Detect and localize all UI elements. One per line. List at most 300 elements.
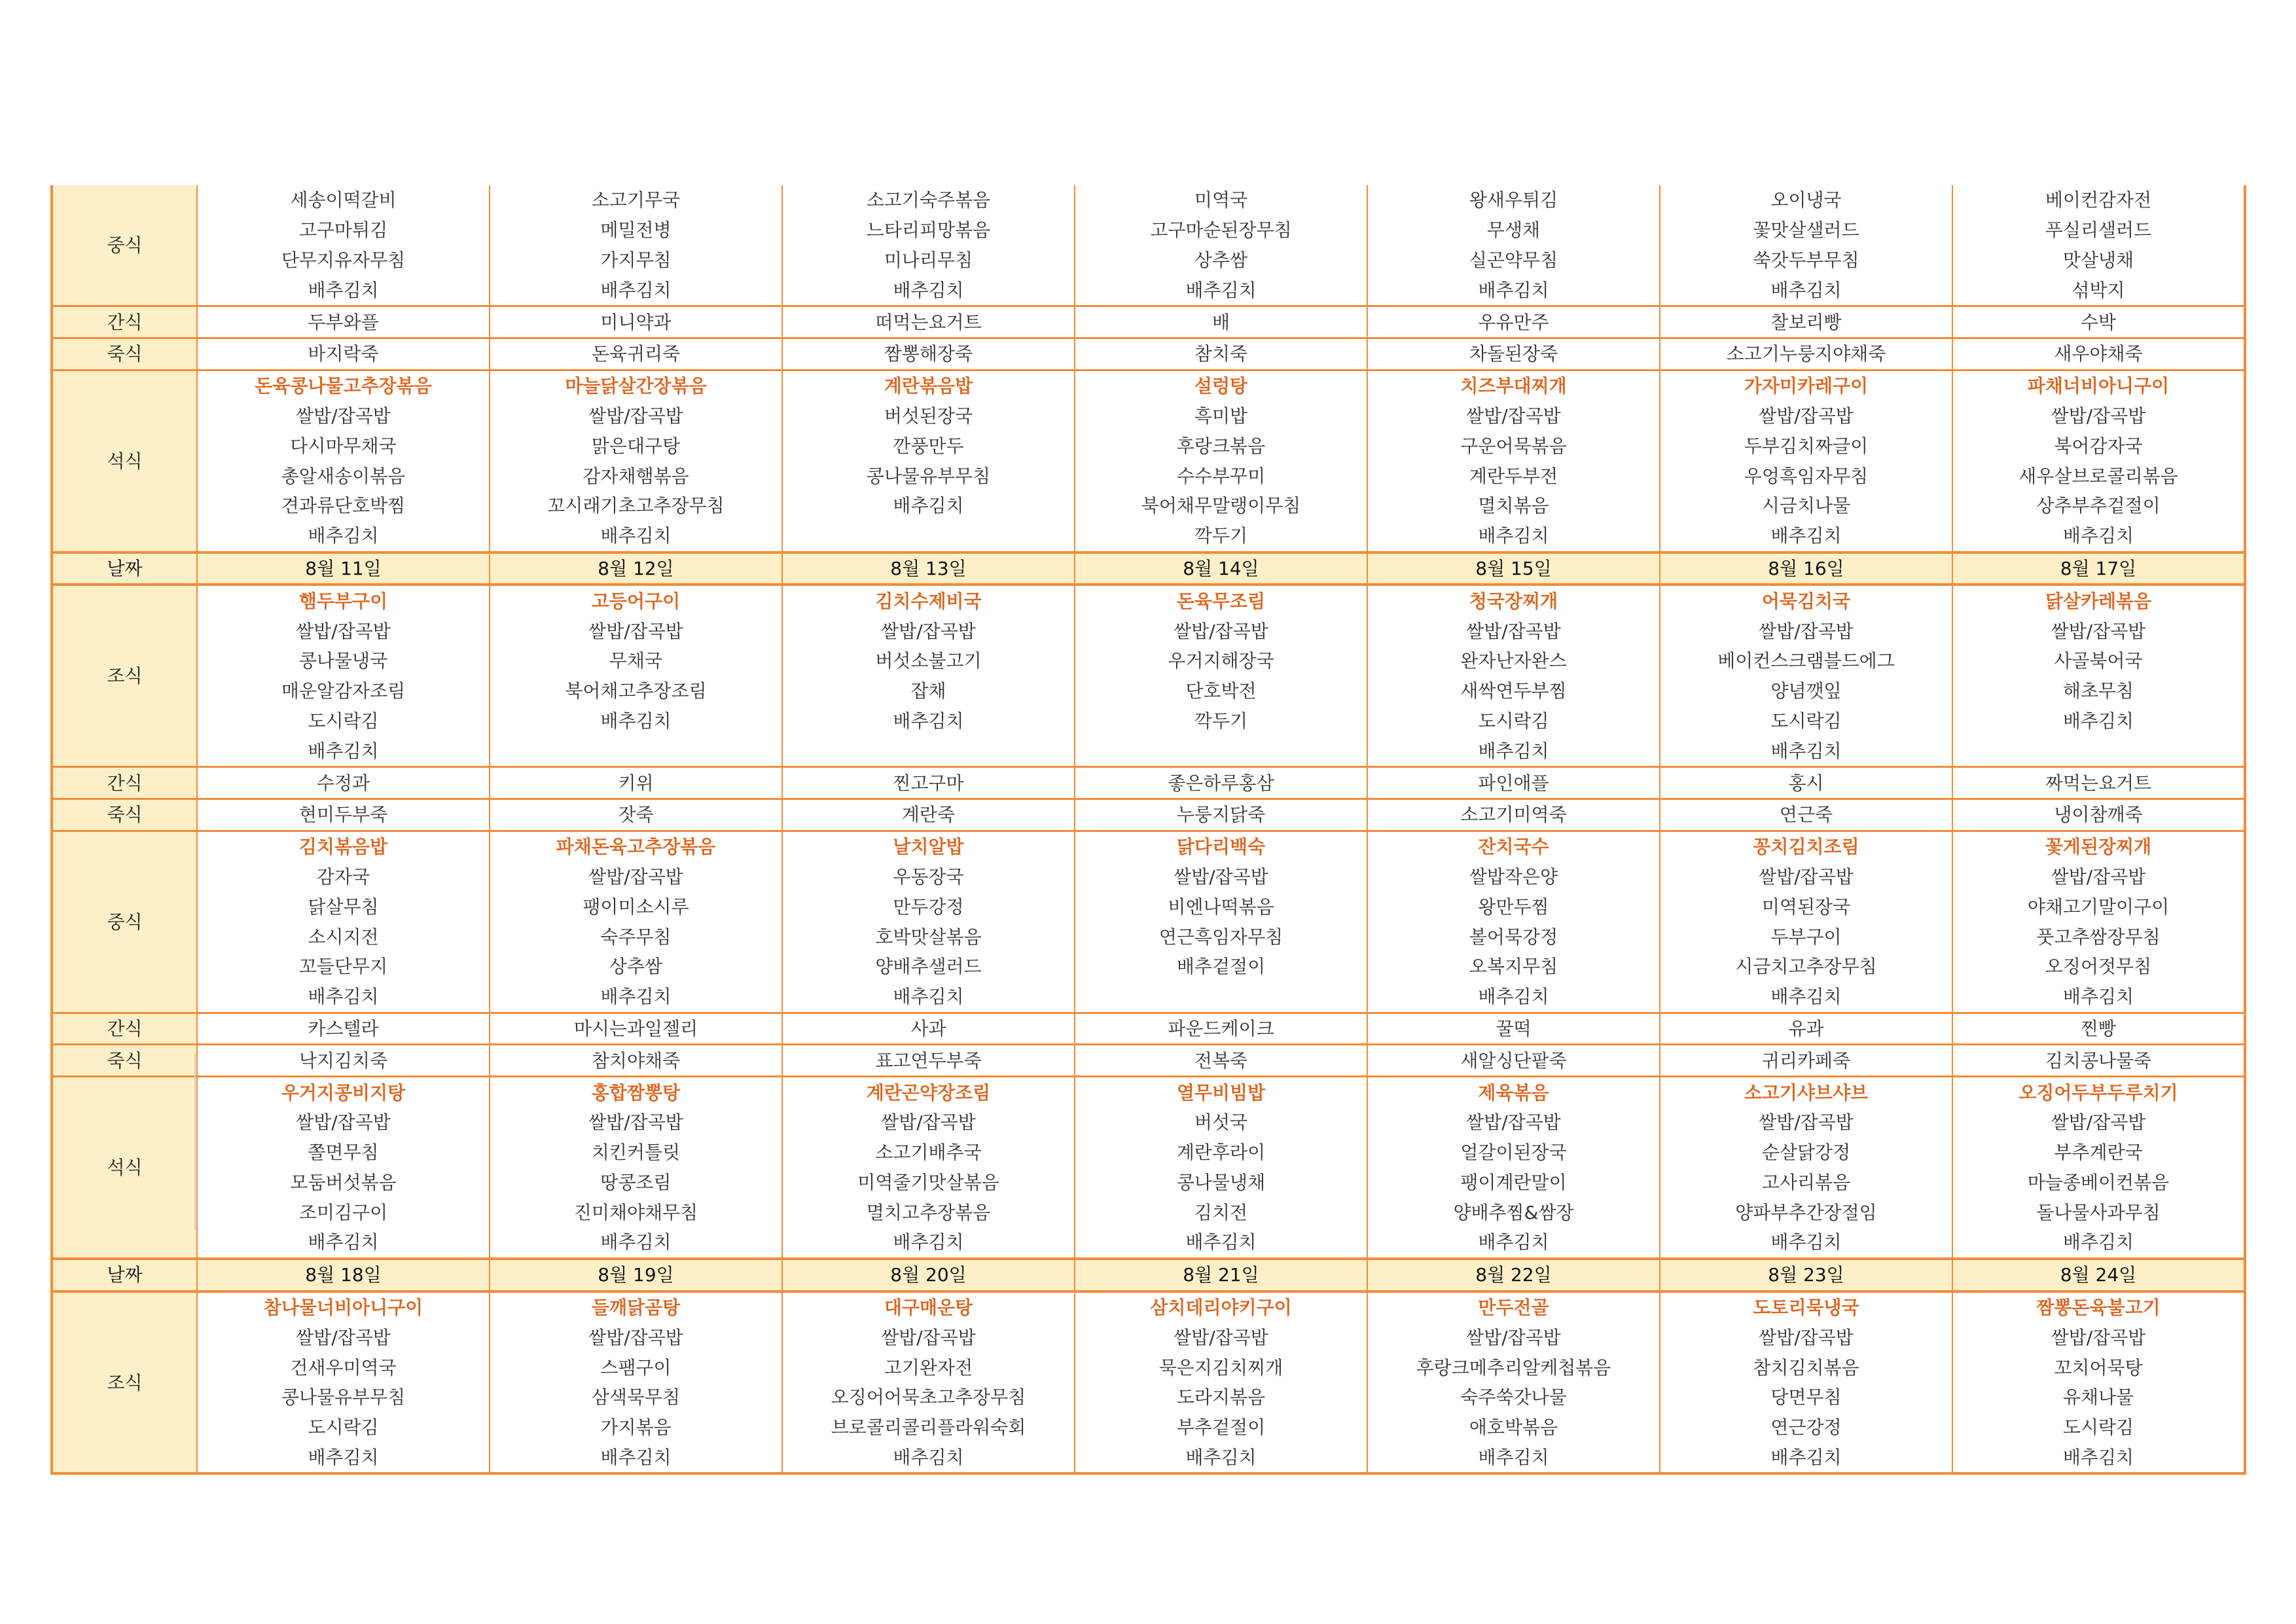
dish-cell: 당면무침 — [1660, 1382, 1952, 1413]
dish-cell: 쌀밥/잡곡밥 — [782, 1322, 1075, 1352]
dish-cell: 소고기미역죽 — [1367, 799, 1660, 831]
dish-cell: 북어감자국 — [1952, 431, 2245, 461]
dish-cell: 소고기배추국 — [782, 1138, 1075, 1168]
dish-cell: 배추김치 — [782, 491, 1075, 521]
meal-label: 조식 — [52, 585, 197, 767]
menu-row — [52, 646, 2245, 676]
dish-cell: 팽이미소시루 — [490, 892, 782, 922]
date-cell: 8월 18일 — [197, 1259, 490, 1291]
dish-cell: 왕새우튀김 — [1367, 185, 1660, 215]
dish-cell: 쌀밥/잡곡밥 — [197, 616, 490, 646]
dish-cell: 배추김치 — [1367, 1227, 1660, 1259]
dish-cell: 바지락죽 — [197, 338, 490, 370]
main-dish-cell: 햄두부구이 — [197, 585, 490, 616]
date-cell: 8월 20일 — [782, 1259, 1075, 1291]
dish-cell: 소고기숙주볶음 — [782, 185, 1075, 215]
menu-row — [52, 521, 2245, 552]
dish-cell — [1075, 736, 1367, 767]
main-dish-cell: 김치볶음밥 — [197, 831, 490, 861]
dish-cell: 쌀밥/잡곡밥 — [1952, 1322, 2245, 1352]
dish-cell: 배추김치 — [197, 521, 490, 552]
dish-cell: 짜먹는요거트 — [1952, 767, 2245, 799]
dish-cell: 쌀밥/잡곡밥 — [490, 1108, 782, 1138]
dish-cell: 카스텔라 — [197, 1013, 490, 1045]
menu-row — [52, 862, 2245, 892]
dish-cell: 쌀밥작은양 — [1367, 862, 1660, 892]
dish-cell: 미나리무침 — [782, 245, 1075, 276]
dish-cell: 맛살냉채 — [1952, 245, 2245, 276]
menu-row — [52, 676, 2245, 706]
weekly-menu-table — [50, 185, 2246, 1475]
dish-cell: 베이컨스크램블드에그 — [1660, 646, 1952, 676]
main-dish-cell: 치즈부대찌개 — [1367, 370, 1660, 401]
menu-row — [52, 1197, 2245, 1227]
dish-cell: 북어채고추장조림 — [490, 676, 782, 706]
menu-row — [52, 431, 2245, 461]
dish-cell: 섞박지 — [1952, 275, 2245, 306]
date-cell: 8월 21일 — [1075, 1259, 1367, 1291]
dish-cell: 배추김치 — [1660, 982, 1952, 1013]
dish-cell: 단호박전 — [1075, 676, 1367, 706]
dish-cell: 후랑크메추리알케첩볶음 — [1367, 1352, 1660, 1382]
dish-cell: 김치전 — [1075, 1197, 1367, 1227]
dish-cell: 마늘종베이컨볶음 — [1952, 1168, 2245, 1198]
menu-row — [52, 1045, 2245, 1077]
dish-cell: 파운드케이크 — [1075, 1013, 1367, 1045]
main-dish-cell: 우거지콩비지탕 — [197, 1077, 490, 1108]
dish-cell: 두부김치짜글이 — [1660, 431, 1952, 461]
dish-cell: 쌀밥/잡곡밥 — [1660, 401, 1952, 431]
main-dish-cell: 홍합짬뽕탕 — [490, 1077, 782, 1108]
dish-cell: 팽이계란말이 — [1367, 1168, 1660, 1198]
dish-cell: 유채나물 — [1952, 1382, 2245, 1413]
main-dish-cell: 닭다리백숙 — [1075, 831, 1367, 861]
dish-cell: 사골북어국 — [1952, 646, 2245, 676]
main-dish-cell: 도토리묵냉국 — [1660, 1291, 1952, 1323]
main-dish-cell: 참나물너비아니구이 — [197, 1291, 490, 1323]
date-cell: 8월 17일 — [1952, 552, 2245, 585]
dish-cell: 떠먹는요거트 — [782, 306, 1075, 338]
dish-cell: 쌀밥/잡곡밥 — [197, 1108, 490, 1138]
menu-row — [52, 1382, 2245, 1413]
dish-cell: 볼어묵강정 — [1367, 922, 1660, 952]
menu-row — [52, 215, 2245, 245]
dish-cell: 우거지해장국 — [1075, 646, 1367, 676]
dish-cell: 스팸구이 — [490, 1352, 782, 1382]
dish-cell: 배 — [1075, 306, 1367, 338]
date-row — [52, 1259, 2245, 1291]
dish-cell: 배추김치 — [490, 1443, 782, 1474]
menu-row — [52, 1227, 2245, 1259]
main-dish-cell: 꽃게된장찌개 — [1952, 831, 2245, 861]
main-dish-cell: 잔치국수 — [1367, 831, 1660, 861]
menu-row — [52, 585, 2245, 616]
dish-cell: 소고기누룽지야채죽 — [1660, 338, 1952, 370]
menu-row — [52, 1291, 2245, 1323]
dish-cell: 고기완자전 — [782, 1352, 1075, 1382]
meal-label: 조식 — [52, 1291, 197, 1474]
menu-row — [52, 922, 2245, 952]
dish-cell: 상추부추겉절이 — [1952, 491, 2245, 521]
dish-cell: 도시락김 — [197, 1413, 490, 1443]
dish-cell: 만두강정 — [782, 892, 1075, 922]
dish-cell: 찐고구마 — [782, 767, 1075, 799]
date-row — [52, 552, 2245, 585]
dish-cell: 잡채 — [782, 676, 1075, 706]
dish-cell: 맑은대구탕 — [490, 431, 782, 461]
dish-cell — [1075, 982, 1367, 1013]
dish-cell: 소시지전 — [197, 922, 490, 952]
dish-cell: 치킨커틀릿 — [490, 1138, 782, 1168]
dish-cell: 후랑크볶음 — [1075, 431, 1367, 461]
dish-cell: 쑥갓두부무침 — [1660, 245, 1952, 276]
dish-cell: 새우살브로콜리볶음 — [1952, 461, 2245, 491]
dish-cell: 쌀밥/잡곡밥 — [197, 1322, 490, 1352]
dish-cell: 배추김치 — [197, 1443, 490, 1474]
dish-cell: 미역줄기맛살볶음 — [782, 1168, 1075, 1198]
dish-cell: 깍두기 — [1075, 521, 1367, 552]
dish-cell: 오징어어묵초고추장무침 — [782, 1382, 1075, 1413]
dish-cell: 느타리피망볶음 — [782, 215, 1075, 245]
dish-cell: 버섯소불고기 — [782, 646, 1075, 676]
dish-cell: 매운알감자조림 — [197, 676, 490, 706]
dish-cell: 부추계란국 — [1952, 1138, 2245, 1168]
dish-cell: 연근죽 — [1660, 799, 1952, 831]
menu-row — [52, 185, 2245, 215]
main-dish-cell: 만두전골 — [1367, 1291, 1660, 1323]
dish-cell: 오이냉국 — [1660, 185, 1952, 215]
date-cell: 8월 15일 — [1367, 552, 1660, 585]
dish-cell: 돌나물사과무침 — [1952, 1197, 2245, 1227]
menu-row — [52, 799, 2245, 831]
dish-cell: 깍두기 — [1075, 706, 1367, 736]
dish-cell — [1952, 736, 2245, 767]
dish-cell: 쌀밥/잡곡밥 — [1367, 1108, 1660, 1138]
main-dish-cell: 닭살카레볶음 — [1952, 585, 2245, 616]
dish-cell: 숙주쑥갓나물 — [1367, 1382, 1660, 1413]
date-cell: 8월 12일 — [490, 552, 782, 585]
meal-label: 석식 — [52, 1077, 197, 1259]
dish-cell: 돈육귀리죽 — [490, 338, 782, 370]
dish-cell: 땅콩조림 — [490, 1168, 782, 1198]
menu-row — [52, 616, 2245, 646]
dish-cell: 고사리볶음 — [1660, 1168, 1952, 1198]
menu-row — [52, 1013, 2245, 1045]
dish-cell: 배추김치 — [782, 706, 1075, 736]
main-dish-cell: 돈육콩나물고추장볶음 — [197, 370, 490, 401]
dish-cell: 양배추찜&쌈장 — [1367, 1197, 1660, 1227]
dish-cell: 쌀밥/잡곡밥 — [197, 401, 490, 431]
main-dish-cell: 제육볶음 — [1367, 1077, 1660, 1108]
dish-cell: 배추김치 — [1367, 1443, 1660, 1474]
dish-cell: 배추김치 — [490, 275, 782, 306]
dish-cell: 누룽지닭죽 — [1075, 799, 1367, 831]
dish-cell: 쌀밥/잡곡밥 — [1075, 862, 1367, 892]
dish-cell: 참치김치볶음 — [1660, 1352, 1952, 1382]
dish-cell: 계란죽 — [782, 799, 1075, 831]
dish-cell: 김치콩나물죽 — [1952, 1045, 2245, 1077]
dish-cell: 배추김치 — [1660, 1227, 1952, 1259]
dish-cell: 도시락김 — [1952, 1413, 2245, 1443]
dish-cell: 부추겉절이 — [1075, 1413, 1367, 1443]
date-cell: 8월 11일 — [197, 552, 490, 585]
dish-cell: 세송이떡갈비 — [197, 185, 490, 215]
meal-label: 간식 — [52, 1013, 197, 1045]
dish-cell: 배추김치 — [782, 1443, 1075, 1474]
main-dish-cell: 가자미카레구이 — [1660, 370, 1952, 401]
dish-cell: 수수부꾸미 — [1075, 461, 1367, 491]
dish-cell: 새싹연두부찜 — [1367, 676, 1660, 706]
dish-cell: 배추김치 — [1075, 1227, 1367, 1259]
dish-cell: 좋은하루홍삼 — [1075, 767, 1367, 799]
dish-cell — [490, 736, 782, 767]
dish-cell: 배추김치 — [197, 1227, 490, 1259]
date-cell: 8월 24일 — [1952, 1259, 2245, 1291]
dish-cell: 배추김치 — [782, 982, 1075, 1013]
dish-cell: 참치야채죽 — [490, 1045, 782, 1077]
dish-cell: 전복죽 — [1075, 1045, 1367, 1077]
dish-cell: 도시락김 — [197, 706, 490, 736]
date-cell: 8월 16일 — [1660, 552, 1952, 585]
dish-cell: 애호박볶음 — [1367, 1413, 1660, 1443]
dish-cell: 우유만주 — [1367, 306, 1660, 338]
date-cell: 8월 22일 — [1367, 1259, 1660, 1291]
main-dish-cell: 짬뽕돈육불고기 — [1952, 1291, 2245, 1323]
dish-cell: 배추김치 — [782, 1227, 1075, 1259]
menu-row — [52, 982, 2245, 1013]
dish-cell: 미역국 — [1075, 185, 1367, 215]
dish-cell: 유과 — [1660, 1013, 1952, 1045]
menu-row — [52, 491, 2245, 521]
dish-cell: 쌀밥/잡곡밥 — [1660, 1108, 1952, 1138]
main-dish-cell: 삼치데리야키구이 — [1075, 1291, 1367, 1323]
dish-cell: 배추김치 — [1952, 1227, 2245, 1259]
dish-cell: 배추김치 — [490, 982, 782, 1013]
menu-row — [52, 461, 2245, 491]
dish-cell: 버섯된장국 — [782, 401, 1075, 431]
main-dish-cell: 꽁치김치조림 — [1660, 831, 1952, 861]
dish-cell: 쌀밥/잡곡밥 — [1952, 616, 2245, 646]
dish-cell: 쌀밥/잡곡밥 — [490, 616, 782, 646]
dish-cell: 쌀밥/잡곡밥 — [490, 401, 782, 431]
dish-cell: 양념깻잎 — [1660, 676, 1952, 706]
dish-cell: 찐빵 — [1952, 1013, 2245, 1045]
dish-cell: 감자국 — [197, 862, 490, 892]
main-dish-cell: 계란곤약장조림 — [782, 1077, 1075, 1108]
dish-cell: 고구마순된장무침 — [1075, 215, 1367, 245]
menu-row — [52, 1443, 2245, 1474]
dish-cell: 조미김구이 — [197, 1197, 490, 1227]
dish-cell: 미역된장국 — [1660, 892, 1952, 922]
dish-cell: 표고연두부죽 — [782, 1045, 1075, 1077]
main-dish-cell: 파채돈육고추장볶음 — [490, 831, 782, 861]
dish-cell: 배추김치 — [1660, 275, 1952, 306]
dish-cell: 견과류단호박찜 — [197, 491, 490, 521]
main-dish-cell: 청국장찌개 — [1367, 585, 1660, 616]
menu-row — [52, 952, 2245, 982]
main-dish-cell: 파채너비아니구이 — [1952, 370, 2245, 401]
dish-cell: 사과 — [782, 1013, 1075, 1045]
dish-cell: 콩나물유부무침 — [197, 1382, 490, 1413]
dish-cell: 꼬시래기초고추장무침 — [490, 491, 782, 521]
dish-cell: 소고기무국 — [490, 185, 782, 215]
main-dish-cell: 열무비빔밥 — [1075, 1077, 1367, 1108]
dish-cell: 묵은지김치찌개 — [1075, 1352, 1367, 1382]
dish-cell: 순살닭강정 — [1660, 1138, 1952, 1168]
meal-label: 중식 — [52, 185, 197, 306]
dish-cell: 시금치나물 — [1660, 491, 1952, 521]
dish-cell: 배추김치 — [1952, 1443, 2245, 1474]
dish-cell: 상추쌈 — [490, 952, 782, 982]
dish-cell: 쌀밥/잡곡밥 — [1952, 401, 2245, 431]
dish-cell: 쌀밥/잡곡밥 — [1367, 1322, 1660, 1352]
dish-cell: 삼색묵무침 — [490, 1382, 782, 1413]
dish-cell: 쌀밥/잡곡밥 — [1660, 1322, 1952, 1352]
meal-label: 죽식 — [52, 338, 197, 370]
dish-cell: 야채고기말이구이 — [1952, 892, 2245, 922]
dish-cell: 배추김치 — [197, 275, 490, 306]
main-dish-cell: 계란볶음밥 — [782, 370, 1075, 401]
menu-row — [52, 1138, 2245, 1168]
dish-cell: 차돌된장죽 — [1367, 338, 1660, 370]
dish-cell: 우엉흑임자무침 — [1660, 461, 1952, 491]
meal-label: 석식 — [52, 370, 197, 552]
menu-row — [52, 1413, 2245, 1443]
dish-cell: 배추김치 — [782, 275, 1075, 306]
menu-row — [52, 831, 2245, 861]
date-cell: 8월 23일 — [1660, 1259, 1952, 1291]
dish-cell: 쌀밥/잡곡밥 — [490, 1322, 782, 1352]
dish-cell: 두부와플 — [197, 306, 490, 338]
dish-cell: 호박맛살볶음 — [782, 922, 1075, 952]
dish-cell: 시금치고추장무침 — [1660, 952, 1952, 982]
dish-cell: 버섯국 — [1075, 1108, 1367, 1138]
menu-row — [52, 1168, 2245, 1198]
dish-cell: 꽃맛살샐러드 — [1660, 215, 1952, 245]
dish-cell: 다시마무채국 — [197, 431, 490, 461]
dish-cell: 도시락김 — [1660, 706, 1952, 736]
main-dish-cell: 오징어두부두루치기 — [1952, 1077, 2245, 1108]
dish-cell: 완자난자완스 — [1367, 646, 1660, 676]
dish-cell: 브로콜리콜리플라워숙회 — [782, 1413, 1075, 1443]
dish-cell: 콩나물냉국 — [197, 646, 490, 676]
dish-cell: 북어채무말랭이무침 — [1075, 491, 1367, 521]
column-divider-shadow — [194, 1054, 196, 1231]
dish-cell: 홍시 — [1660, 767, 1952, 799]
dish-cell: 멸치고추장볶음 — [782, 1197, 1075, 1227]
dish-cell: 새우야채죽 — [1952, 338, 2245, 370]
menu-row — [52, 370, 2245, 401]
dish-cell: 감자채햄볶음 — [490, 461, 782, 491]
main-dish-cell: 김치수제비국 — [782, 585, 1075, 616]
dish-cell: 배추김치 — [1660, 736, 1952, 767]
dish-cell: 꿀떡 — [1367, 1013, 1660, 1045]
main-dish-cell: 돈육무조림 — [1075, 585, 1367, 616]
dish-cell: 두부구이 — [1660, 922, 1952, 952]
dish-cell: 가지볶음 — [490, 1413, 782, 1443]
dish-cell: 미니약과 — [490, 306, 782, 338]
menu-body — [52, 185, 2245, 1473]
dish-cell: 닭살무침 — [197, 892, 490, 922]
menu-row — [52, 401, 2245, 431]
dish-cell: 고구마튀김 — [197, 215, 490, 245]
menu-row — [52, 892, 2245, 922]
dish-cell: 참치죽 — [1075, 338, 1367, 370]
dish-cell: 콩나물냉채 — [1075, 1168, 1367, 1198]
menu-row — [52, 245, 2245, 276]
main-dish-cell: 고등어구이 — [490, 585, 782, 616]
dish-cell: 현미두부죽 — [197, 799, 490, 831]
dish-cell: 푸실리샐러드 — [1952, 215, 2245, 245]
menu-row — [52, 1352, 2245, 1382]
dish-cell: 배추김치 — [1660, 1443, 1952, 1474]
date-cell: 8월 14일 — [1075, 552, 1367, 585]
menu-row — [52, 338, 2245, 370]
dish-cell: 꼬치어묵탕 — [1952, 1352, 2245, 1382]
dish-cell: 짬뽕해장죽 — [782, 338, 1075, 370]
dish-cell: 배추김치 — [1952, 982, 2245, 1013]
dish-cell: 배추김치 — [1660, 521, 1952, 552]
dish-cell: 쌀밥/잡곡밥 — [1660, 862, 1952, 892]
dish-cell: 실곤약무침 — [1367, 245, 1660, 276]
menu-row — [52, 706, 2245, 736]
dish-cell: 배추김치 — [1952, 706, 2245, 736]
dish-cell: 배추김치 — [1367, 982, 1660, 1013]
main-dish-cell: 어묵김치국 — [1660, 585, 1952, 616]
dish-cell: 흑미밥 — [1075, 401, 1367, 431]
dish-cell: 모둠버섯볶음 — [197, 1168, 490, 1198]
dish-cell: 수박 — [1952, 306, 2245, 338]
dish-cell: 수정과 — [197, 767, 490, 799]
dish-cell: 냉이참깨죽 — [1952, 799, 2245, 831]
dish-cell: 키위 — [490, 767, 782, 799]
dish-cell: 가지무침 — [490, 245, 782, 276]
dish-cell: 배추김치 — [1952, 521, 2245, 552]
dish-cell: 메밀전병 — [490, 215, 782, 245]
dish-cell: 해초무침 — [1952, 676, 2245, 706]
meal-label: 죽식 — [52, 1045, 197, 1077]
dish-cell: 새알싱단팥죽 — [1367, 1045, 1660, 1077]
dish-cell: 쌀밥/잡곡밥 — [1367, 616, 1660, 646]
dish-cell: 배추김치 — [1367, 736, 1660, 767]
dish-cell: 단무지유자무침 — [197, 245, 490, 276]
dish-cell: 쌀밥/잡곡밥 — [1952, 862, 2245, 892]
main-dish-cell: 소고기샤브샤브 — [1660, 1077, 1952, 1108]
dish-cell: 배추김치 — [1075, 1443, 1367, 1474]
dish-cell: 배추김치 — [490, 521, 782, 552]
main-dish-cell: 마늘닭살간장볶음 — [490, 370, 782, 401]
dish-cell: 깐풍만두 — [782, 431, 1075, 461]
menu-row — [52, 306, 2245, 338]
dish-cell: 잣죽 — [490, 799, 782, 831]
dish-cell: 쌀밥/잡곡밥 — [782, 1108, 1075, 1138]
dish-cell: 도라지볶음 — [1075, 1382, 1367, 1413]
main-dish-cell: 들깨닭곰탕 — [490, 1291, 782, 1323]
dish-cell: 마시는과일젤리 — [490, 1013, 782, 1045]
dish-cell: 쌀밥/잡곡밥 — [1952, 1108, 2245, 1138]
dish-cell: 쌀밥/잡곡밥 — [1660, 616, 1952, 646]
dish-cell: 우동장국 — [782, 862, 1075, 892]
dish-cell: 파인애플 — [1367, 767, 1660, 799]
dish-cell: 쌀밥/잡곡밥 — [1367, 401, 1660, 431]
dish-cell: 연근강정 — [1660, 1413, 1952, 1443]
dish-cell: 콩나물유부무침 — [782, 461, 1075, 491]
dish-cell: 오복지무침 — [1367, 952, 1660, 982]
date-cell: 8월 13일 — [782, 552, 1075, 585]
dish-cell: 비엔나떡볶음 — [1075, 892, 1367, 922]
main-dish-cell: 날치알밥 — [782, 831, 1075, 861]
dish-cell: 배추김치 — [1367, 521, 1660, 552]
